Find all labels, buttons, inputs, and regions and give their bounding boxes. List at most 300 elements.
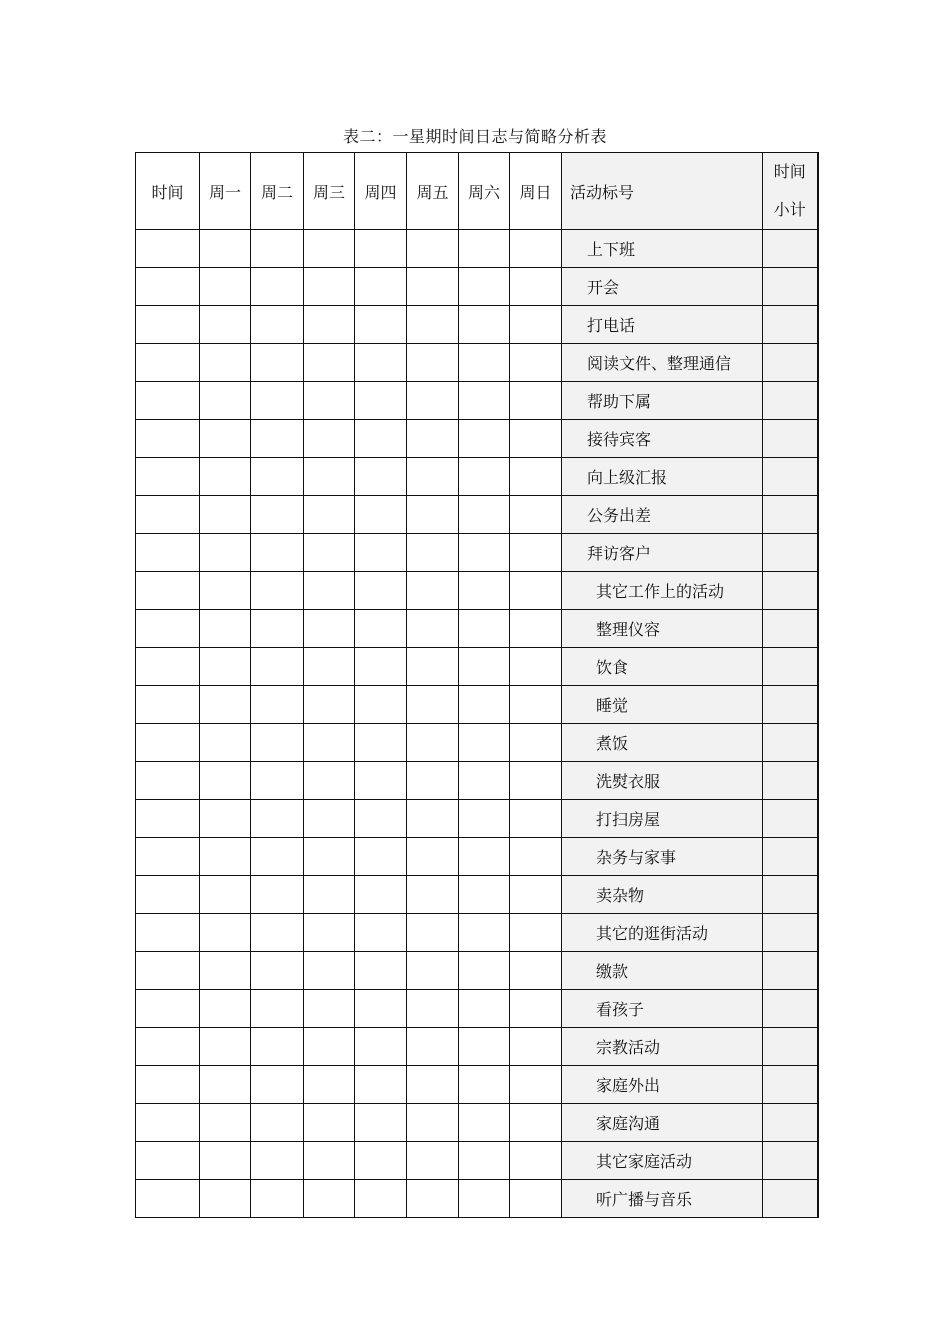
- day-cell-friday[interactable]: [407, 914, 459, 952]
- day-cell-sunday[interactable]: [510, 306, 562, 344]
- day-cell-sunday[interactable]: [510, 268, 562, 306]
- day-cell-monday[interactable]: [200, 496, 251, 534]
- day-cell-saturday[interactable]: [459, 230, 510, 268]
- day-cell-sunday[interactable]: [510, 1104, 562, 1142]
- table-row: [136, 876, 818, 914]
- day-cell-sunday[interactable]: [510, 838, 562, 876]
- subtotal-cell[interactable]: [763, 648, 818, 686]
- day-cell-tuesday[interactable]: [251, 876, 304, 914]
- day-cell-friday[interactable]: [407, 268, 459, 306]
- day-cell-sunday[interactable]: [510, 876, 562, 914]
- day-cell-monday[interactable]: [200, 952, 251, 990]
- day-cell-wednesday[interactable]: [304, 724, 355, 762]
- time-cell[interactable]: [136, 496, 200, 534]
- time-cell[interactable]: [136, 344, 200, 382]
- day-cell-wednesday[interactable]: [304, 1066, 355, 1104]
- subtotal-cell[interactable]: [763, 914, 818, 952]
- page-title: 表二：一星期时间日志与简略分析表: [342, 127, 607, 146]
- activity-label: 帮助下属: [562, 382, 763, 420]
- day-cell-thursday[interactable]: [355, 724, 407, 762]
- subtotal-cell[interactable]: [763, 800, 818, 838]
- time-cell[interactable]: [136, 268, 200, 306]
- subtotal-cell[interactable]: [763, 724, 818, 762]
- day-cell-sunday[interactable]: [510, 458, 562, 496]
- table-row: [136, 800, 818, 838]
- subtotal-cell[interactable]: [763, 1066, 818, 1104]
- activity-label: 上下班: [562, 230, 763, 268]
- subtotal-cell[interactable]: [763, 1180, 818, 1218]
- day-cell-monday[interactable]: [200, 648, 251, 686]
- day-cell-thursday[interactable]: [355, 876, 407, 914]
- header-tuesday: 周二: [251, 153, 304, 230]
- day-cell-saturday[interactable]: [459, 686, 510, 724]
- day-cell-friday[interactable]: [407, 534, 459, 572]
- day-cell-tuesday[interactable]: [251, 762, 304, 800]
- subtotal-cell[interactable]: [763, 534, 818, 572]
- day-cell-tuesday[interactable]: [251, 572, 304, 610]
- day-cell-monday[interactable]: [200, 838, 251, 876]
- table-row: [136, 382, 818, 420]
- subtotal-cell[interactable]: [763, 1104, 818, 1142]
- day-cell-tuesday[interactable]: [251, 458, 304, 496]
- day-cell-saturday[interactable]: [459, 458, 510, 496]
- time-cell[interactable]: [136, 1104, 200, 1142]
- subtotal-cell[interactable]: [763, 952, 818, 990]
- day-cell-thursday[interactable]: [355, 572, 407, 610]
- day-cell-wednesday[interactable]: [304, 268, 355, 306]
- day-cell-monday[interactable]: [200, 534, 251, 572]
- table-row: [136, 268, 818, 306]
- day-cell-thursday[interactable]: [355, 686, 407, 724]
- day-cell-wednesday[interactable]: [304, 838, 355, 876]
- subtotal-cell[interactable]: [763, 420, 818, 458]
- day-cell-saturday[interactable]: [459, 1180, 510, 1218]
- header-monday: 周一: [200, 153, 251, 230]
- activity-label: 看孩子: [562, 990, 763, 1028]
- day-cell-saturday[interactable]: [459, 306, 510, 344]
- day-cell-friday[interactable]: [407, 876, 459, 914]
- table-row: [136, 990, 818, 1028]
- day-cell-friday[interactable]: [407, 1142, 459, 1180]
- day-cell-thursday[interactable]: [355, 1180, 407, 1218]
- day-cell-friday[interactable]: [407, 800, 459, 838]
- day-cell-wednesday[interactable]: [304, 534, 355, 572]
- activity-label: 其它家庭活动: [562, 1142, 763, 1180]
- time-cell[interactable]: [136, 458, 200, 496]
- day-cell-friday[interactable]: [407, 724, 459, 762]
- time-cell[interactable]: [136, 952, 200, 990]
- day-cell-thursday[interactable]: [355, 420, 407, 458]
- day-cell-sunday[interactable]: [510, 952, 562, 990]
- day-cell-monday[interactable]: [200, 420, 251, 458]
- day-cell-sunday[interactable]: [510, 762, 562, 800]
- day-cell-wednesday[interactable]: [304, 990, 355, 1028]
- day-cell-sunday[interactable]: [510, 686, 562, 724]
- activity-label: 洗熨衣服: [562, 762, 763, 800]
- time-log-table: [135, 152, 819, 1218]
- day-cell-saturday[interactable]: [459, 496, 510, 534]
- activity-label: 阅读文件、整理通信: [562, 344, 763, 382]
- day-cell-friday[interactable]: [407, 648, 459, 686]
- day-cell-monday[interactable]: [200, 306, 251, 344]
- day-cell-saturday[interactable]: [459, 1104, 510, 1142]
- day-cell-sunday[interactable]: [510, 534, 562, 572]
- day-cell-wednesday[interactable]: [304, 1142, 355, 1180]
- day-cell-sunday[interactable]: [510, 648, 562, 686]
- day-cell-saturday[interactable]: [459, 1142, 510, 1180]
- day-cell-thursday[interactable]: [355, 838, 407, 876]
- day-cell-tuesday[interactable]: [251, 1028, 304, 1066]
- day-cell-saturday[interactable]: [459, 420, 510, 458]
- day-cell-thursday[interactable]: [355, 230, 407, 268]
- day-cell-wednesday[interactable]: [304, 914, 355, 952]
- day-cell-tuesday[interactable]: [251, 914, 304, 952]
- time-cell[interactable]: [136, 724, 200, 762]
- day-cell-monday[interactable]: [200, 230, 251, 268]
- day-cell-tuesday[interactable]: [251, 420, 304, 458]
- subtotal-cell[interactable]: [763, 344, 818, 382]
- day-cell-tuesday[interactable]: [251, 800, 304, 838]
- day-cell-monday[interactable]: [200, 1066, 251, 1104]
- day-cell-thursday[interactable]: [355, 952, 407, 990]
- subtotal-cell[interactable]: [763, 496, 818, 534]
- day-cell-thursday[interactable]: [355, 610, 407, 648]
- day-cell-saturday[interactable]: [459, 990, 510, 1028]
- day-cell-thursday[interactable]: [355, 1142, 407, 1180]
- day-cell-sunday[interactable]: [510, 1028, 562, 1066]
- time-cell[interactable]: [136, 420, 200, 458]
- table-row: [136, 1028, 818, 1066]
- subtotal-cell[interactable]: [763, 268, 818, 306]
- activity-label: 卖杂物: [562, 876, 763, 914]
- day-cell-saturday[interactable]: [459, 1028, 510, 1066]
- time-cell[interactable]: [136, 1066, 200, 1104]
- time-cell[interactable]: [136, 1180, 200, 1218]
- day-cell-friday[interactable]: [407, 952, 459, 990]
- time-cell[interactable]: [136, 572, 200, 610]
- header-friday: 周五: [407, 153, 459, 230]
- table-row: [136, 648, 818, 686]
- day-cell-friday[interactable]: [407, 458, 459, 496]
- time-cell[interactable]: [136, 306, 200, 344]
- day-cell-thursday[interactable]: [355, 648, 407, 686]
- activity-label: 杂务与家事: [562, 838, 763, 876]
- day-cell-sunday[interactable]: [510, 914, 562, 952]
- table-row: [136, 420, 818, 458]
- day-cell-friday[interactable]: [407, 572, 459, 610]
- subtotal-cell[interactable]: [763, 572, 818, 610]
- time-cell[interactable]: [136, 1028, 200, 1066]
- day-cell-tuesday[interactable]: [251, 1180, 304, 1218]
- day-cell-wednesday[interactable]: [304, 952, 355, 990]
- subtotal-cell[interactable]: [763, 1142, 818, 1180]
- table-row: [136, 762, 818, 800]
- table-row: [136, 572, 818, 610]
- day-cell-tuesday[interactable]: [251, 990, 304, 1028]
- day-cell-friday[interactable]: [407, 838, 459, 876]
- day-cell-thursday[interactable]: [355, 534, 407, 572]
- day-cell-monday[interactable]: [200, 1104, 251, 1142]
- day-cell-saturday[interactable]: [459, 572, 510, 610]
- day-cell-sunday[interactable]: [510, 572, 562, 610]
- day-cell-sunday[interactable]: [510, 344, 562, 382]
- activity-label: 公务出差: [562, 496, 763, 534]
- day-cell-wednesday[interactable]: [304, 382, 355, 420]
- subtotal-cell[interactable]: [763, 686, 818, 724]
- day-cell-thursday[interactable]: [355, 1066, 407, 1104]
- activity-label: 家庭外出: [562, 1066, 763, 1104]
- day-cell-thursday[interactable]: [355, 914, 407, 952]
- day-cell-tuesday[interactable]: [251, 344, 304, 382]
- day-cell-thursday[interactable]: [355, 800, 407, 838]
- day-cell-tuesday[interactable]: [251, 838, 304, 876]
- header-saturday: 周六: [459, 153, 510, 230]
- day-cell-saturday[interactable]: [459, 534, 510, 572]
- day-cell-thursday[interactable]: [355, 1104, 407, 1142]
- time-cell[interactable]: [136, 914, 200, 952]
- day-cell-sunday[interactable]: [510, 610, 562, 648]
- day-cell-wednesday[interactable]: [304, 800, 355, 838]
- table-row: [136, 724, 818, 762]
- day-cell-monday[interactable]: [200, 686, 251, 724]
- day-cell-tuesday[interactable]: [251, 1142, 304, 1180]
- table-row: [136, 496, 818, 534]
- subtotal-cell[interactable]: [763, 762, 818, 800]
- day-cell-sunday[interactable]: [510, 496, 562, 534]
- day-cell-saturday[interactable]: [459, 876, 510, 914]
- day-cell-monday[interactable]: [200, 458, 251, 496]
- activity-label: 睡觉: [562, 686, 763, 724]
- table-row: [136, 686, 818, 724]
- activity-label: 开会: [562, 268, 763, 306]
- header-activity: 活动标号: [562, 153, 763, 230]
- day-cell-thursday[interactable]: [355, 306, 407, 344]
- subtotal-cell[interactable]: [763, 610, 818, 648]
- activity-label: 拜访客户: [562, 534, 763, 572]
- day-cell-friday[interactable]: [407, 1104, 459, 1142]
- day-cell-tuesday[interactable]: [251, 724, 304, 762]
- day-cell-saturday[interactable]: [459, 914, 510, 952]
- time-cell[interactable]: [136, 534, 200, 572]
- activity-label: 其它工作上的活动: [562, 572, 763, 610]
- day-cell-wednesday[interactable]: [304, 306, 355, 344]
- activity-label: 家庭沟通: [562, 1104, 763, 1142]
- day-cell-monday[interactable]: [200, 914, 251, 952]
- activity-label: 煮饭: [562, 724, 763, 762]
- time-cell[interactable]: [136, 1142, 200, 1180]
- time-cell[interactable]: [136, 800, 200, 838]
- day-cell-friday[interactable]: [407, 762, 459, 800]
- day-cell-wednesday[interactable]: [304, 1180, 355, 1218]
- time-cell[interactable]: [136, 686, 200, 724]
- table-row: [136, 952, 818, 990]
- day-cell-thursday[interactable]: [355, 990, 407, 1028]
- day-cell-friday[interactable]: [407, 496, 459, 534]
- table-row: [136, 1142, 818, 1180]
- day-cell-thursday[interactable]: [355, 382, 407, 420]
- day-cell-monday[interactable]: [200, 268, 251, 306]
- day-cell-wednesday[interactable]: [304, 1104, 355, 1142]
- day-cell-tuesday[interactable]: [251, 268, 304, 306]
- day-cell-wednesday[interactable]: [304, 762, 355, 800]
- day-cell-tuesday[interactable]: [251, 1066, 304, 1104]
- day-cell-thursday[interactable]: [355, 496, 407, 534]
- time-cell[interactable]: [136, 382, 200, 420]
- time-cell[interactable]: [136, 230, 200, 268]
- day-cell-friday[interactable]: [407, 420, 459, 458]
- day-cell-wednesday[interactable]: [304, 420, 355, 458]
- activity-label: 接待宾客: [562, 420, 763, 458]
- time-cell[interactable]: [136, 648, 200, 686]
- subtotal-cell[interactable]: [763, 838, 818, 876]
- day-cell-tuesday[interactable]: [251, 648, 304, 686]
- day-cell-tuesday[interactable]: [251, 534, 304, 572]
- day-cell-thursday[interactable]: [355, 344, 407, 382]
- day-cell-sunday[interactable]: [510, 420, 562, 458]
- day-cell-wednesday[interactable]: [304, 876, 355, 914]
- day-cell-wednesday[interactable]: [304, 648, 355, 686]
- day-cell-thursday[interactable]: [355, 1028, 407, 1066]
- activity-label: 饮食: [562, 648, 763, 686]
- day-cell-sunday[interactable]: [510, 382, 562, 420]
- table-row: [136, 344, 818, 382]
- table-row: [136, 534, 818, 572]
- subtotal-cell[interactable]: [763, 458, 818, 496]
- day-cell-sunday[interactable]: [510, 230, 562, 268]
- subtotal-cell[interactable]: [763, 306, 818, 344]
- day-cell-saturday[interactable]: [459, 268, 510, 306]
- table-row: [136, 914, 818, 952]
- day-cell-saturday[interactable]: [459, 800, 510, 838]
- day-cell-friday[interactable]: [407, 1028, 459, 1066]
- activity-label: 打电话: [562, 306, 763, 344]
- day-cell-friday[interactable]: [407, 610, 459, 648]
- header-sunday: 周日: [510, 153, 562, 230]
- header-subtotal-line2: 小计: [773, 200, 806, 219]
- day-cell-sunday[interactable]: [510, 800, 562, 838]
- time-cell[interactable]: [136, 990, 200, 1028]
- day-cell-monday[interactable]: [200, 344, 251, 382]
- day-cell-sunday[interactable]: [510, 724, 562, 762]
- day-cell-tuesday[interactable]: [251, 306, 304, 344]
- day-cell-monday[interactable]: [200, 990, 251, 1028]
- day-cell-saturday[interactable]: [459, 1066, 510, 1104]
- activity-label: 其它的逛街活动: [562, 914, 763, 952]
- day-cell-friday[interactable]: [407, 990, 459, 1028]
- day-cell-wednesday[interactable]: [304, 344, 355, 382]
- table-row: [136, 838, 818, 876]
- day-cell-saturday[interactable]: [459, 344, 510, 382]
- table-row: [136, 306, 818, 344]
- day-cell-tuesday[interactable]: [251, 230, 304, 268]
- day-cell-tuesday[interactable]: [251, 1104, 304, 1142]
- day-cell-friday[interactable]: [407, 382, 459, 420]
- day-cell-monday[interactable]: [200, 800, 251, 838]
- day-cell-sunday[interactable]: [510, 1066, 562, 1104]
- day-cell-tuesday[interactable]: [251, 952, 304, 990]
- activity-label: 向上级汇报: [562, 458, 763, 496]
- day-cell-saturday[interactable]: [459, 724, 510, 762]
- day-cell-tuesday[interactable]: [251, 496, 304, 534]
- time-cell[interactable]: [136, 762, 200, 800]
- header-wednesday: 周三: [304, 153, 355, 230]
- day-cell-saturday[interactable]: [459, 648, 510, 686]
- day-cell-wednesday[interactable]: [304, 686, 355, 724]
- header-subtotal: [763, 153, 818, 230]
- day-cell-thursday[interactable]: [355, 762, 407, 800]
- table-row: [136, 458, 818, 496]
- day-cell-friday[interactable]: [407, 230, 459, 268]
- day-cell-monday[interactable]: [200, 1180, 251, 1218]
- day-cell-wednesday[interactable]: [304, 1028, 355, 1066]
- day-cell-tuesday[interactable]: [251, 610, 304, 648]
- day-cell-saturday[interactable]: [459, 382, 510, 420]
- day-cell-monday[interactable]: [200, 572, 251, 610]
- table-row: [136, 1066, 818, 1104]
- subtotal-cell[interactable]: [763, 876, 818, 914]
- day-cell-wednesday[interactable]: [304, 496, 355, 534]
- subtotal-cell[interactable]: [763, 990, 818, 1028]
- day-cell-sunday[interactable]: [510, 990, 562, 1028]
- day-cell-friday[interactable]: [407, 686, 459, 724]
- day-cell-monday[interactable]: [200, 762, 251, 800]
- day-cell-friday[interactable]: [407, 1066, 459, 1104]
- header-thursday: 周四: [355, 153, 407, 230]
- day-cell-thursday[interactable]: [355, 268, 407, 306]
- day-cell-wednesday[interactable]: [304, 572, 355, 610]
- time-cell[interactable]: [136, 838, 200, 876]
- day-cell-sunday[interactable]: [510, 1142, 562, 1180]
- day-cell-saturday[interactable]: [459, 610, 510, 648]
- subtotal-cell[interactable]: [763, 382, 818, 420]
- table-row: [136, 1180, 818, 1218]
- header-row: [136, 153, 818, 230]
- day-cell-saturday[interactable]: [459, 952, 510, 990]
- day-cell-monday[interactable]: [200, 876, 251, 914]
- header-time: 时间: [136, 153, 200, 230]
- table-row: [136, 1104, 818, 1142]
- day-cell-sunday[interactable]: [510, 1180, 562, 1218]
- day-cell-tuesday[interactable]: [251, 382, 304, 420]
- day-cell-friday[interactable]: [407, 344, 459, 382]
- day-cell-friday[interactable]: [407, 306, 459, 344]
- day-cell-monday[interactable]: [200, 382, 251, 420]
- time-cell[interactable]: [136, 876, 200, 914]
- activity-label: 整理仪容: [562, 610, 763, 648]
- day-cell-monday[interactable]: [200, 1028, 251, 1066]
- day-cell-friday[interactable]: [407, 1180, 459, 1218]
- time-cell[interactable]: [136, 610, 200, 648]
- activity-label: 宗教活动: [562, 1028, 763, 1066]
- table-row: [136, 610, 818, 648]
- day-cell-monday[interactable]: [200, 1142, 251, 1180]
- day-cell-thursday[interactable]: [355, 458, 407, 496]
- day-cell-monday[interactable]: [200, 724, 251, 762]
- activity-label: 打扫房屋: [562, 800, 763, 838]
- subtotal-cell[interactable]: [763, 1028, 818, 1066]
- day-cell-wednesday[interactable]: [304, 458, 355, 496]
- day-cell-saturday[interactable]: [459, 762, 510, 800]
- subtotal-cell[interactable]: [763, 230, 818, 268]
- day-cell-tuesday[interactable]: [251, 686, 304, 724]
- day-cell-saturday[interactable]: [459, 838, 510, 876]
- day-cell-wednesday[interactable]: [304, 610, 355, 648]
- table-row: [136, 230, 818, 268]
- day-cell-wednesday[interactable]: [304, 230, 355, 268]
- header-subtotal-line1: 时间: [773, 162, 806, 181]
- day-cell-monday[interactable]: [200, 610, 251, 648]
- activity-label: 听广播与音乐: [562, 1180, 763, 1218]
